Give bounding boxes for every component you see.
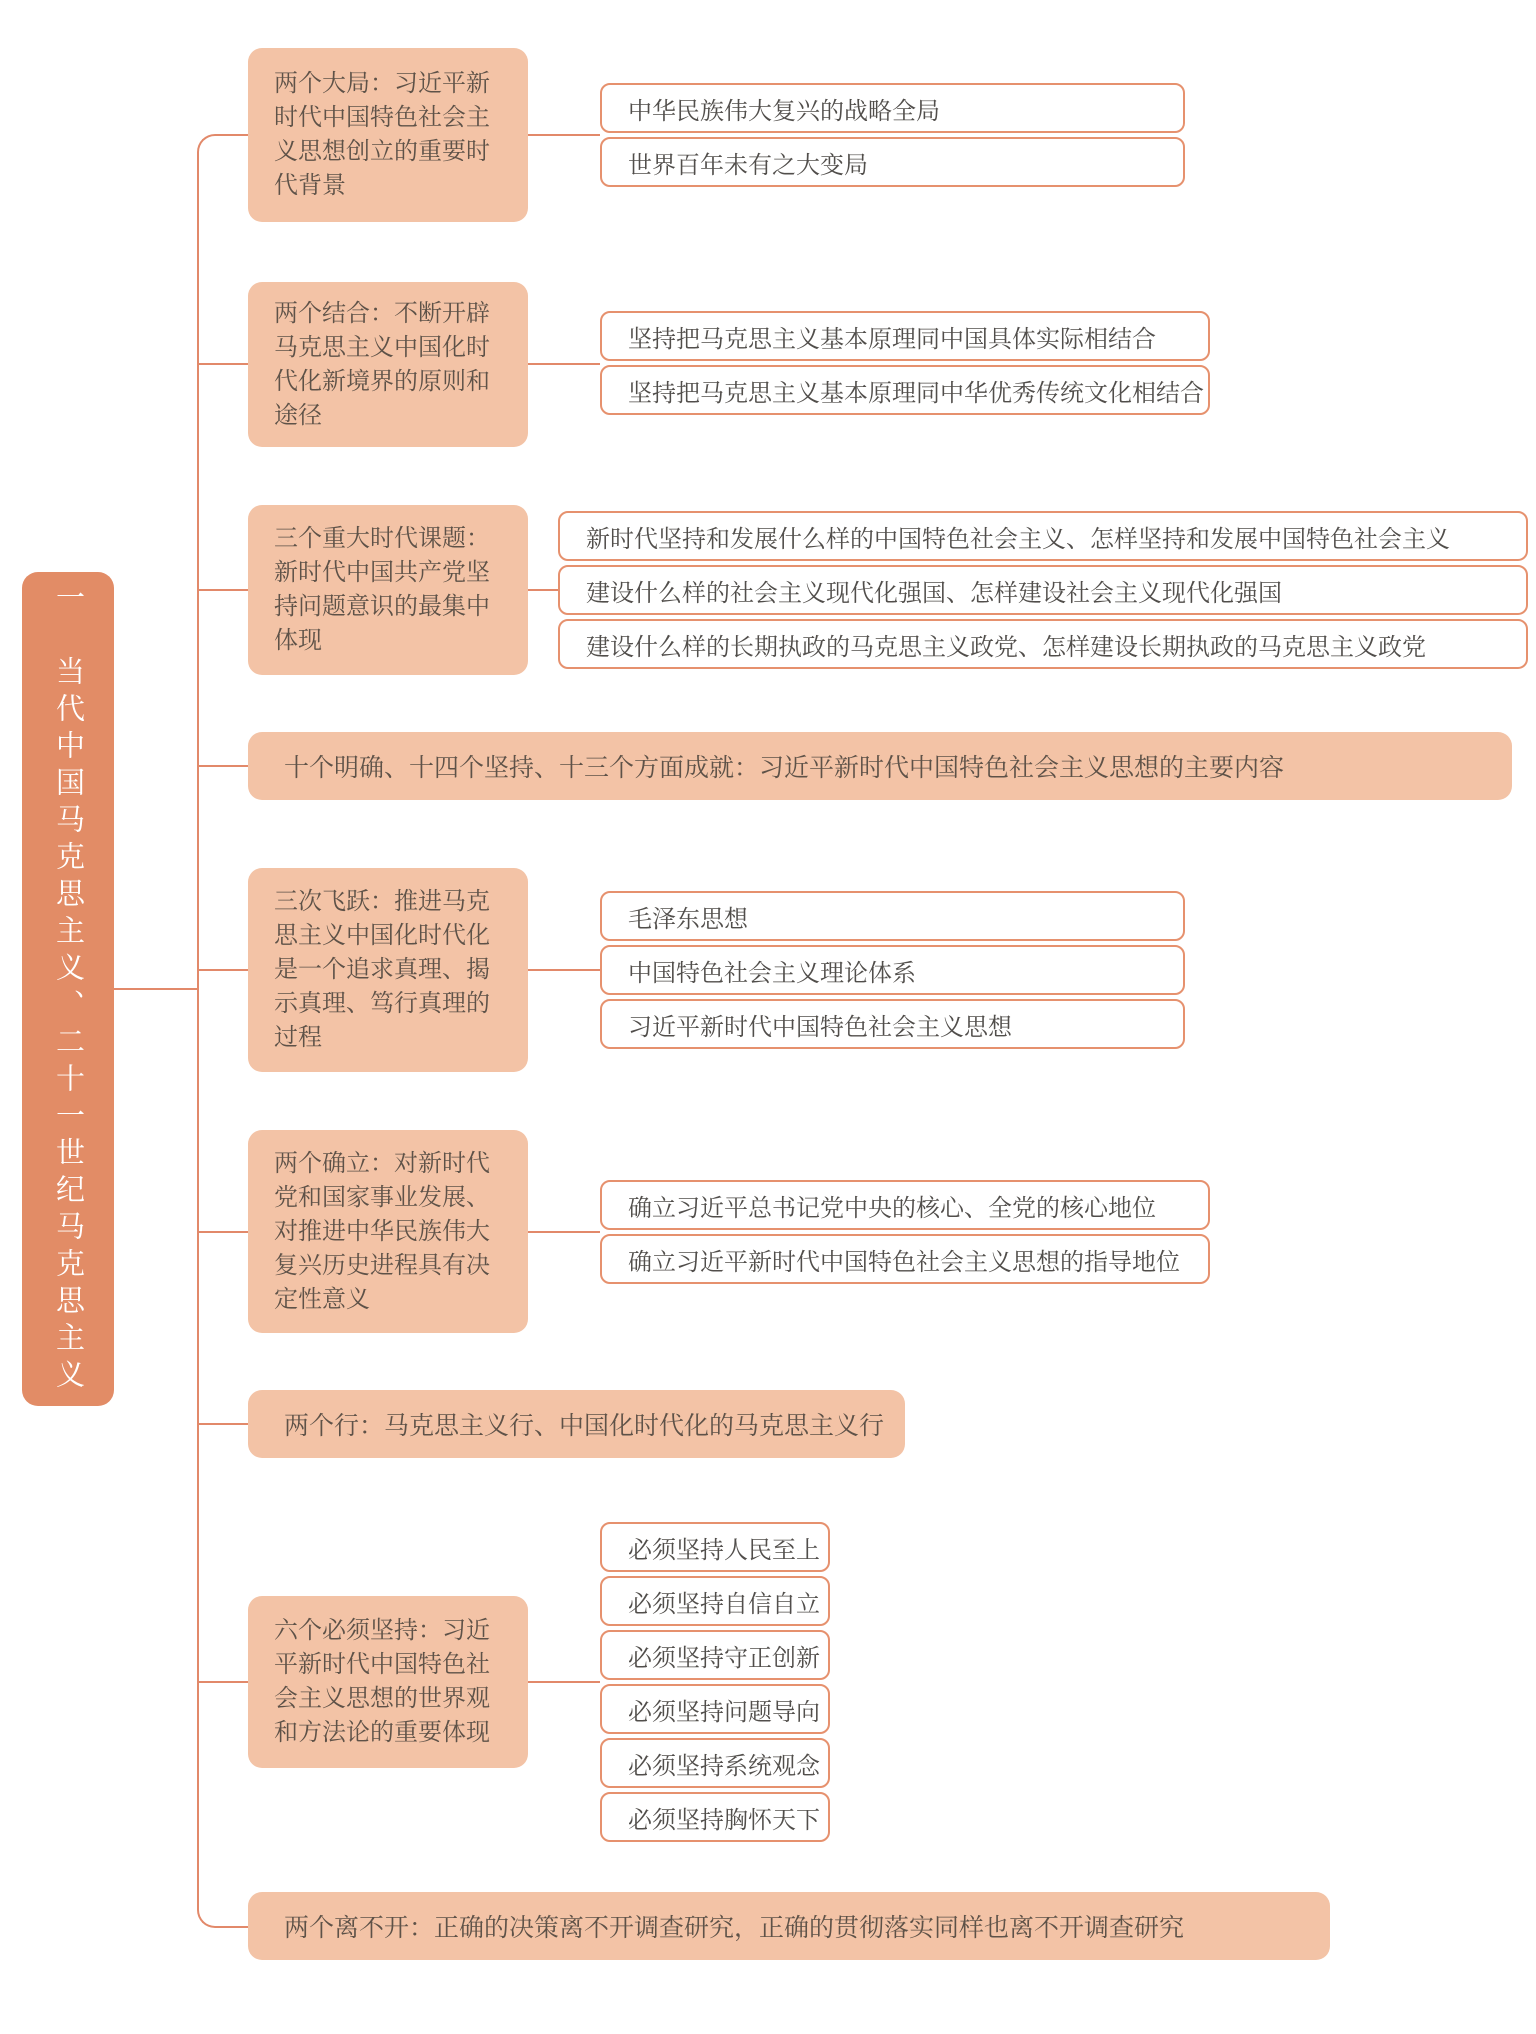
branch-node-two-establishments[interactable] (248, 1130, 528, 1333)
branch-node-three-leaps[interactable] (248, 868, 528, 1072)
branch-node-label: 三次飞跃：推进马克思主义中国化时代化是一个追求真理、揭示真理、笃行真理的过程 (274, 888, 490, 1051)
leaf-node-label: 新时代坚持和发展什么样的中国特色社会主义、怎样坚持和发展中国特色社会主义 (586, 525, 1450, 553)
leaf-node-systems-concept[interactable] (600, 1738, 830, 1788)
branch-node-label: 六个必须坚持：习近平新时代中国特色社会主义思想的世界观和方法论的重要体现 (274, 1617, 490, 1746)
leaf-group-2-connector-line (528, 363, 600, 365)
leaf-group-1-connector-line (528, 134, 600, 136)
branch-node-two-combinations[interactable] (248, 282, 528, 447)
branch-node-three-major-topics[interactable] (248, 505, 528, 675)
leaf-node-label: 中华民族伟大复兴的战略全局 (628, 97, 940, 125)
leaf-node-national-rejuvenation[interactable] (600, 83, 1185, 133)
branch-2-connector-line (197, 363, 248, 365)
branch-3-connector-line (197, 589, 248, 591)
root-connector-line (114, 988, 198, 990)
leaf-node-integrity-innovation[interactable] (600, 1630, 830, 1680)
leaf-node-topic-socialism[interactable] (558, 511, 1528, 561)
branch-6-connector-line (197, 1231, 248, 1233)
leaf-node-global-vision[interactable] (600, 1792, 830, 1842)
root-node[interactable] (22, 572, 114, 1406)
leaf-group-5-connector-line (528, 969, 600, 971)
branch-node-two-inseparables[interactable] (248, 1892, 1330, 1960)
leaf-node-label: 毛泽东思想 (628, 905, 748, 933)
branch-node-main-content[interactable] (248, 732, 1512, 800)
leaf-node-label: 世界百年未有之大变局 (628, 151, 868, 179)
branch-4-connector-line (197, 765, 248, 767)
leaf-node-establish-core-position[interactable] (600, 1180, 1210, 1230)
leaf-node-combine-traditional-culture[interactable] (600, 365, 1210, 415)
leaf-node-label: 确立习近平总书记党中央的核心、全党的核心地位 (628, 1194, 1156, 1222)
leaf-node-socialism-theory-system[interactable] (600, 945, 1185, 995)
leaf-node-label: 必须坚持人民至上 (628, 1536, 820, 1564)
leaf-node-self-confidence[interactable] (600, 1576, 830, 1626)
leaf-node-label: 坚持把马克思主义基本原理同中国具体实际相结合 (628, 325, 1156, 353)
trunk-connector-line (197, 134, 249, 1928)
leaf-node-xi-new-era-thought[interactable] (600, 999, 1185, 1049)
leaf-node-topic-marxist-party[interactable] (558, 619, 1528, 669)
leaf-group-6-connector-line (528, 1231, 600, 1233)
leaf-node-label: 中国特色社会主义理论体系 (628, 959, 916, 987)
branch-8-connector-line (197, 1681, 248, 1683)
leaf-node-label: 必须坚持问题导向 (628, 1698, 820, 1726)
leaf-node-label: 必须坚持守正创新 (628, 1644, 820, 1672)
leaf-node-label: 建设什么样的社会主义现代化强国、怎样建设社会主义现代化强国 (586, 579, 1282, 607)
branch-node-label: 两个确立：对新时代党和国家事业发展、对推进中华民族伟大复兴历史进程具有决定性意义 (274, 1149, 490, 1313)
leaf-group-3-connector-line (528, 589, 558, 591)
branch-node-label: 两个离不开：正确的决策离不开调查研究，正确的贯彻落实同样也离不开调查研究 (284, 1914, 1185, 1942)
leaf-group-8-connector-line (528, 1681, 600, 1683)
branch-node-two-works[interactable] (248, 1390, 905, 1458)
leaf-node-label: 确立习近平新时代中国特色社会主义思想的指导地位 (628, 1248, 1180, 1276)
leaf-node-label: 必须坚持自信自立 (628, 1590, 820, 1618)
leaf-node-label: 习近平新时代中国特色社会主义思想 (628, 1013, 1012, 1041)
branch-node-label: 三个重大时代课题：新时代中国共产党坚持问题意识的最集中体现 (274, 525, 490, 654)
leaf-node-problem-oriented[interactable] (600, 1684, 830, 1734)
leaf-node-topic-modern-country[interactable] (558, 565, 1528, 615)
branch-node-label: 两个结合：不断开辟马克思主义中国化时代化新境界的原则和途径 (274, 299, 490, 429)
leaf-node-label: 建设什么样的长期执政的马克思主义政党、怎样建设长期执政的马克思主义政党 (586, 633, 1426, 661)
leaf-node-label: 必须坚持胸怀天下 (628, 1806, 820, 1834)
leaf-node-label: 坚持把马克思主义基本原理同中华优秀传统文化相结合 (628, 379, 1204, 407)
leaf-node-label: 必须坚持系统观念 (628, 1752, 820, 1780)
leaf-node-global-changes[interactable] (600, 137, 1185, 187)
branch-node-label: 两个行：马克思主义行、中国化时代化的马克思主义行 (284, 1412, 885, 1440)
branch-node-label: 十个明确、十四个坚持、十三个方面成就：习近平新时代中国特色社会主义思想的主要内容 (284, 754, 1285, 782)
leaf-node-mao-thought[interactable] (600, 891, 1185, 941)
leaf-node-establish-guiding-position[interactable] (600, 1234, 1210, 1284)
leaf-node-combine-china-reality[interactable] (600, 311, 1210, 361)
branch-5-connector-line (197, 969, 248, 971)
branch-node-six-musts[interactable] (248, 1596, 528, 1768)
root-node-label: 一 当代中国马克思主义、二十一世纪马克思主义 (52, 582, 84, 1396)
branch-node-label: 两个大局：习近平新时代中国特色社会主义思想创立的重要时代背景 (274, 70, 490, 199)
branch-node-two-overall-situations[interactable] (248, 48, 528, 222)
branch-7-connector-line (197, 1423, 248, 1425)
leaf-node-people-first[interactable] (600, 1522, 830, 1572)
